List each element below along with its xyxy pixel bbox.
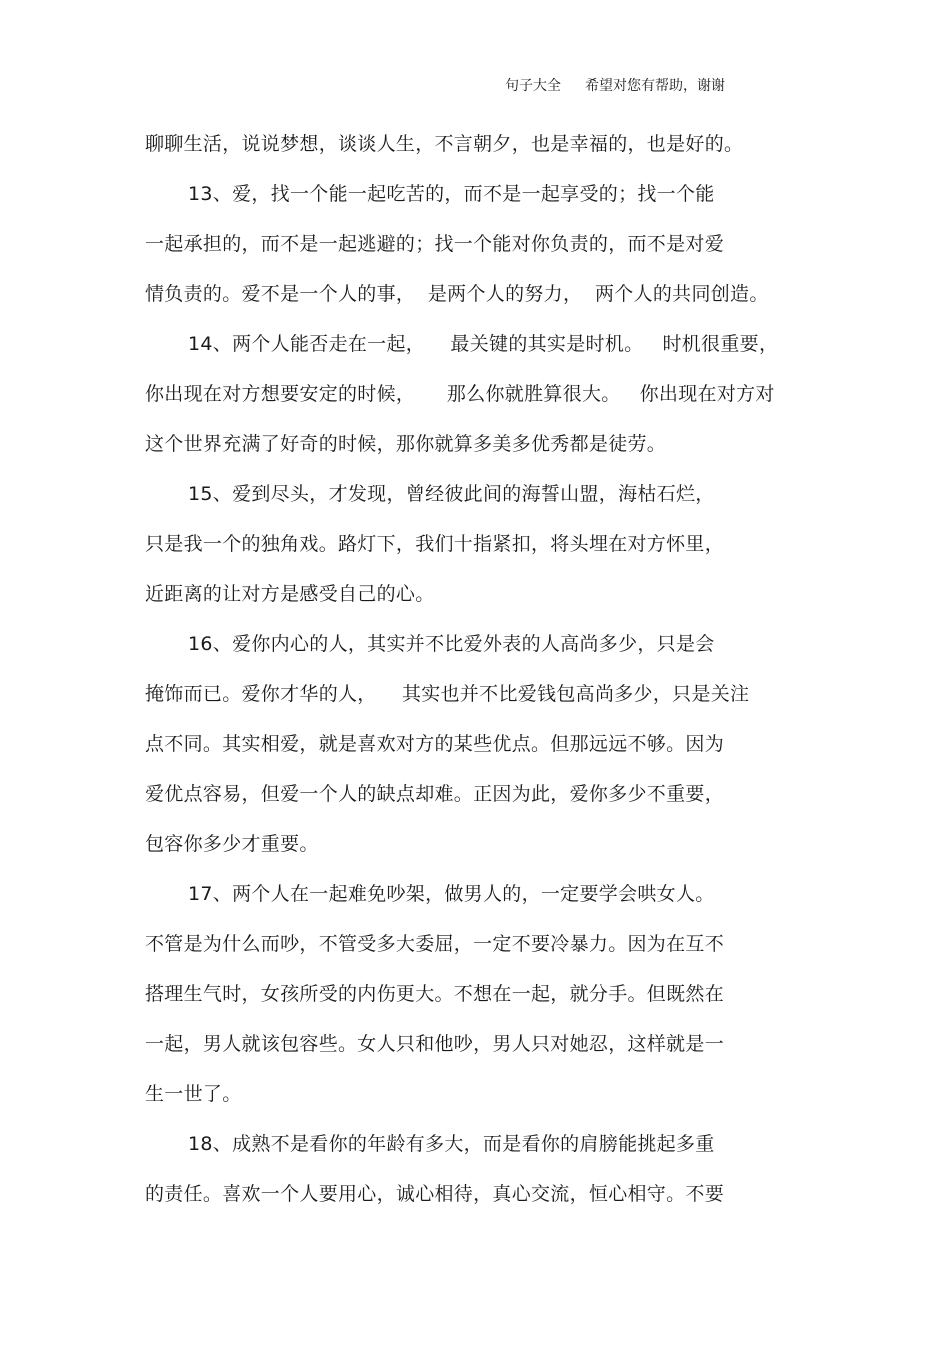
text-line: 点不同。其实相爱，就是喜欢对方的某些优点。但那远远不够。因为 bbox=[145, 733, 725, 755]
text-line: 这个世界充满了好奇的时候，那你就算多美多优秀都是徒劳。 bbox=[145, 433, 667, 455]
text-line: 掩饰而已。爱你才华的人， 其实也并不比爱钱包高尚多少，只是关注 bbox=[145, 683, 750, 705]
text-line: 情负责的。爱不是一个人的事， 是两个人的努力， 两个人的共同创造。 bbox=[145, 283, 769, 305]
text-line: 不管是为什么而吵，不管受多大委屈，一定不要冷暴力。因为在互不 bbox=[145, 933, 725, 955]
page-header bbox=[505, 75, 725, 95]
text-line: 只是我一个的独角戏。路灯下，我们十指紧扣，将头埋在对方怀里， bbox=[145, 533, 725, 555]
text-line: 近距离的让对方是感受自己的心。 bbox=[145, 583, 435, 605]
text-line: 你出现在对方想要安定的时候， 那么你就胜算很大。 你出现在对方对 bbox=[145, 383, 775, 405]
text-line: 搭理生气时，女孩所受的内伤更大。不想在一起，就分手。但既然在 bbox=[145, 983, 725, 1005]
text-line: 生一世了。 bbox=[145, 1083, 242, 1105]
text-line: 一起，男人就该包容些。女人只和他吵，男人只对她忍，这样就是一 bbox=[145, 1033, 725, 1055]
text-line: 一起承担的，而不是一起逃避的；找一个能对你负责的，而不是对爱 bbox=[145, 233, 725, 255]
text-line: 14、两个人能否走在一起， 最关键的其实是时机。 时机很重要， bbox=[188, 333, 779, 355]
text-line: 包容你多少才重要。 bbox=[145, 833, 319, 855]
header-note: 希望对您有帮助，谢谢 bbox=[585, 78, 725, 94]
text-line: 17、两个人在一起难免吵架，做男人的，一定要学会哄女人。 bbox=[188, 883, 715, 905]
text-line: 15、爱到尽头，才发现，曾经彼此间的海誓山盟，海枯石烂， bbox=[188, 483, 715, 505]
text-line: 18、成熟不是看你的年龄有多大，而是看你的肩膀能挑起多重 bbox=[188, 1133, 715, 1155]
text-line: 的责任。喜欢一个人要用心，诚心相待，真心交流，恒心相守。不要 bbox=[145, 1183, 725, 1205]
text-line: 13、爱，找一个能一起吃苦的，而不是一起享受的；找一个能 bbox=[188, 183, 715, 205]
text-line: 聊聊生活，说说梦想，谈谈人生，不言朝夕，也是幸福的，也是好的。 bbox=[145, 133, 744, 155]
text-line: 爱优点容易，但爱一个人的缺点却难。正因为此，爱你多少不重要， bbox=[145, 783, 725, 805]
header-site-name: 句子大全 bbox=[505, 78, 561, 94]
text-line: 16、爱你内心的人，其实并不比爱外表的人高尚多少，只是会 bbox=[188, 633, 715, 655]
